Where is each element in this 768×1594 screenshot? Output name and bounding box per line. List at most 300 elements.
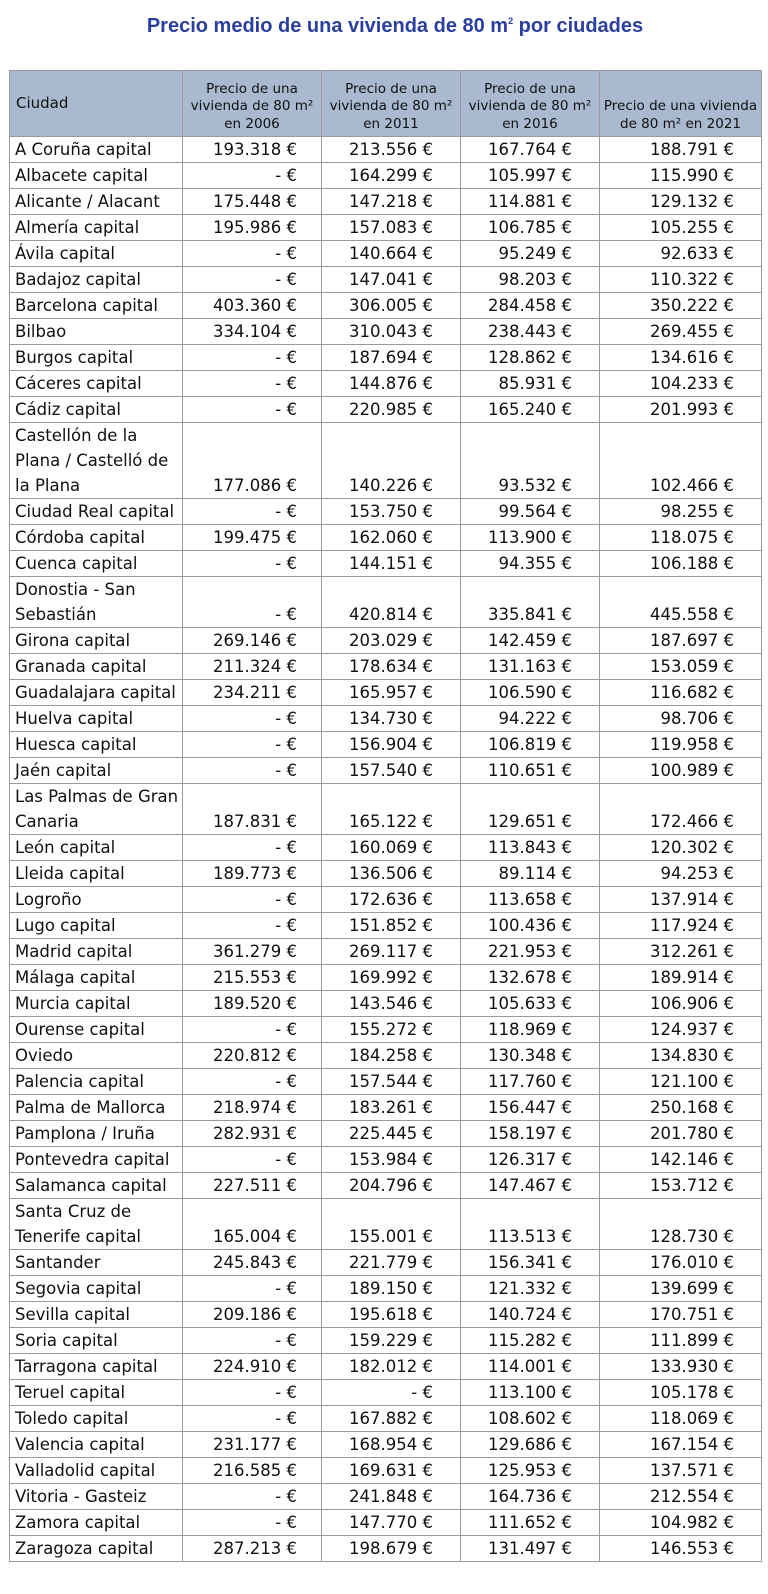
price-2021-cell: 212.554 € xyxy=(600,1484,762,1510)
price-2011-cell: 169.631 € xyxy=(322,1458,461,1484)
table-row xyxy=(10,525,762,551)
price-2006-cell: 209.186 € xyxy=(183,1302,322,1328)
table-row xyxy=(10,758,762,784)
table-row xyxy=(10,835,762,861)
price-2021-cell: 124.937 € xyxy=(600,1017,762,1043)
table-row xyxy=(10,397,762,423)
price-2016-cell: 121.332 € xyxy=(461,1276,600,1302)
city-cell: Madrid capital xyxy=(10,939,183,965)
city-cell: Ciudad Real capital xyxy=(10,499,183,525)
table-row xyxy=(10,577,762,628)
price-2016-cell: 221.953 € xyxy=(461,939,600,965)
price-2016-cell: 129.651 € xyxy=(461,784,600,835)
city-cell: Donostia - San Sebastián xyxy=(10,577,183,628)
city-cell: Lugo capital xyxy=(10,913,183,939)
city-cell: Córdoba capital xyxy=(10,525,183,551)
price-2021-cell: 312.261 € xyxy=(600,939,762,965)
city-cell: Albacete capital xyxy=(10,163,183,189)
price-2011-cell: 204.796 € xyxy=(322,1173,461,1199)
price-2011-cell: 165.122 € xyxy=(322,784,461,835)
price-2016-cell: 106.785 € xyxy=(461,215,600,241)
price-2016-cell: 98.203 € xyxy=(461,267,600,293)
table-row xyxy=(10,1017,762,1043)
table-row xyxy=(10,965,762,991)
price-2011-cell: 164.299 € xyxy=(322,163,461,189)
price-2011-cell: 147.770 € xyxy=(322,1510,461,1536)
price-2006-cell: 287.213 € xyxy=(183,1536,322,1562)
price-2011-cell: 157.083 € xyxy=(322,215,461,241)
price-2021-cell: 104.982 € xyxy=(600,1510,762,1536)
price-2011-cell: 136.506 € xyxy=(322,861,461,887)
price-2016-cell: 100.436 € xyxy=(461,913,600,939)
city-cell: Palencia capital xyxy=(10,1069,183,1095)
price-2011-cell: 182.012 € xyxy=(322,1354,461,1380)
city-cell: Cuenca capital xyxy=(10,551,183,577)
table-row xyxy=(10,1121,762,1147)
price-2016-cell: 113.900 € xyxy=(461,525,600,551)
price-2011-cell: 167.882 € xyxy=(322,1406,461,1432)
price-2016-cell: 106.819 € xyxy=(461,732,600,758)
city-cell: Sevilla capital xyxy=(10,1302,183,1328)
city-cell: Huelva capital xyxy=(10,706,183,732)
city-cell: Barcelona capital xyxy=(10,293,183,319)
price-2016-cell: 156.447 € xyxy=(461,1095,600,1121)
price-2006-cell: 199.475 € xyxy=(183,525,322,551)
price-2021-cell: 134.616 € xyxy=(600,345,762,371)
city-cell: Almería capital xyxy=(10,215,183,241)
price-2011-cell: 172.636 € xyxy=(322,887,461,913)
city-cell: Badajoz capital xyxy=(10,267,183,293)
price-2016-cell: 105.633 € xyxy=(461,991,600,1017)
price-2006-cell: 227.511 € xyxy=(183,1173,322,1199)
price-2016-cell: 117.760 € xyxy=(461,1069,600,1095)
table-row xyxy=(10,706,762,732)
price-2006-cell: 193.318 € xyxy=(183,137,322,163)
table-row xyxy=(10,784,762,835)
price-2011-cell: 151.852 € xyxy=(322,913,461,939)
price-2011-cell: 306.005 € xyxy=(322,293,461,319)
price-2021-cell: 153.059 € xyxy=(600,654,762,680)
price-2011-cell: 241.848 € xyxy=(322,1484,461,1510)
city-cell: Pontevedra capital xyxy=(10,1147,183,1173)
price-2006-cell: 220.812 € xyxy=(183,1043,322,1069)
price-2016-cell: 95.249 € xyxy=(461,241,600,267)
price-2016-cell: 158.197 € xyxy=(461,1121,600,1147)
price-2006-cell: - € xyxy=(183,241,322,267)
price-2011-cell: 221.779 € xyxy=(322,1250,461,1276)
price-2006-cell: 269.146 € xyxy=(183,628,322,654)
price-2006-cell: 175.448 € xyxy=(183,189,322,215)
price-2016-cell: 89.114 € xyxy=(461,861,600,887)
price-2021-cell: 118.075 € xyxy=(600,525,762,551)
price-2011-cell: 143.546 € xyxy=(322,991,461,1017)
price-2011-cell: 187.694 € xyxy=(322,345,461,371)
city-cell: Salamanca capital xyxy=(10,1173,183,1199)
price-2021-cell: 98.706 € xyxy=(600,706,762,732)
price-2006-cell: 187.831 € xyxy=(183,784,322,835)
price-2021-cell: 106.906 € xyxy=(600,991,762,1017)
price-2021-cell: 116.682 € xyxy=(600,680,762,706)
price-2011-cell: 140.664 € xyxy=(322,241,461,267)
header-2016: Precio de una vivienda de 80 m² en 2016 xyxy=(461,71,600,137)
city-cell: Logroño xyxy=(10,887,183,913)
table-row xyxy=(10,189,762,215)
price-2021-cell: 172.466 € xyxy=(600,784,762,835)
table-row xyxy=(10,861,762,887)
table-row xyxy=(10,293,762,319)
city-cell: Jaén capital xyxy=(10,758,183,784)
price-2011-cell: 184.258 € xyxy=(322,1043,461,1069)
price-2006-cell: - € xyxy=(183,1069,322,1095)
price-2021-cell: 201.780 € xyxy=(600,1121,762,1147)
price-2006-cell: - € xyxy=(183,577,322,628)
price-2011-cell: 153.750 € xyxy=(322,499,461,525)
table-row xyxy=(10,137,762,163)
price-2016-cell: 132.678 € xyxy=(461,965,600,991)
price-2011-cell: 168.954 € xyxy=(322,1432,461,1458)
header-2006: Precio de una vivienda de 80 m² en 2006 xyxy=(183,71,322,137)
table-row xyxy=(10,499,762,525)
table-row xyxy=(10,680,762,706)
price-2021-cell: 104.233 € xyxy=(600,371,762,397)
title-text: Precio medio de una vivienda de 80 m xyxy=(146,15,509,37)
table-row xyxy=(10,1458,762,1484)
table-row xyxy=(10,732,762,758)
table-row xyxy=(10,654,762,680)
city-cell: Bilbao xyxy=(10,319,183,345)
price-2016-cell: 108.602 € xyxy=(461,1406,600,1432)
price-2016-cell: 164.736 € xyxy=(461,1484,600,1510)
price-2021-cell: 187.697 € xyxy=(600,628,762,654)
price-2021-cell: 153.712 € xyxy=(600,1173,762,1199)
price-2021-cell: 189.914 € xyxy=(600,965,762,991)
price-2011-cell: 198.679 € xyxy=(322,1536,461,1562)
city-cell: Soria capital xyxy=(10,1328,183,1354)
price-2006-cell: - € xyxy=(183,551,322,577)
price-2016-cell: 94.355 € xyxy=(461,551,600,577)
price-2016-cell: 142.459 € xyxy=(461,628,600,654)
table-row xyxy=(10,1354,762,1380)
price-2011-cell: 269.117 € xyxy=(322,939,461,965)
table-row xyxy=(10,1406,762,1432)
price-2006-cell: 282.931 € xyxy=(183,1121,322,1147)
header-city: Ciudad xyxy=(10,71,183,137)
price-2011-cell: 220.985 € xyxy=(322,397,461,423)
price-2006-cell: - € xyxy=(183,758,322,784)
price-2006-cell: - € xyxy=(183,163,322,189)
city-cell: Málaga capital xyxy=(10,965,183,991)
title-suffix: por ciudades xyxy=(513,15,644,37)
table-row xyxy=(10,1380,762,1406)
table-row xyxy=(10,1069,762,1095)
price-2011-cell: 162.060 € xyxy=(322,525,461,551)
price-2016-cell: 128.862 € xyxy=(461,345,600,371)
price-2006-cell: 177.086 € xyxy=(183,423,322,499)
price-2006-cell: - € xyxy=(183,913,322,939)
price-2016-cell: 113.513 € xyxy=(461,1199,600,1250)
price-2021-cell: 350.222 € xyxy=(600,293,762,319)
price-2021-cell: 102.466 € xyxy=(600,423,762,499)
price-2011-cell: 213.556 € xyxy=(322,137,461,163)
table-row xyxy=(10,991,762,1017)
price-2011-cell: 195.618 € xyxy=(322,1302,461,1328)
price-2011-cell: 225.445 € xyxy=(322,1121,461,1147)
price-2021-cell: 139.699 € xyxy=(600,1276,762,1302)
table-row xyxy=(10,423,762,499)
price-2021-cell: 92.633 € xyxy=(600,241,762,267)
price-2016-cell: 111.652 € xyxy=(461,1510,600,1536)
price-2016-cell: 114.881 € xyxy=(461,189,600,215)
price-2021-cell: 167.154 € xyxy=(600,1432,762,1458)
table-row xyxy=(10,1095,762,1121)
price-2021-cell: 110.322 € xyxy=(600,267,762,293)
price-2011-cell: 144.876 € xyxy=(322,371,461,397)
price-2011-cell: 147.218 € xyxy=(322,189,461,215)
price-2006-cell: - € xyxy=(183,1406,322,1432)
price-2006-cell: - € xyxy=(183,706,322,732)
price-2011-cell: 144.151 € xyxy=(322,551,461,577)
price-2006-cell: - € xyxy=(183,835,322,861)
city-cell: Pamplona / Iruña xyxy=(10,1121,183,1147)
title-superscript: 2 xyxy=(508,16,514,26)
price-2021-cell: 115.990 € xyxy=(600,163,762,189)
table-row xyxy=(10,551,762,577)
table-row xyxy=(10,345,762,371)
city-cell: Burgos capital xyxy=(10,345,183,371)
table-row xyxy=(10,887,762,913)
price-2016-cell: 129.686 € xyxy=(461,1432,600,1458)
price-2016-cell: 93.532 € xyxy=(461,423,600,499)
price-2006-cell: - € xyxy=(183,499,322,525)
price-2021-cell: 105.255 € xyxy=(600,215,762,241)
price-2011-cell: 169.992 € xyxy=(322,965,461,991)
price-2006-cell: 195.986 € xyxy=(183,215,322,241)
table-row xyxy=(10,1536,762,1562)
table-row xyxy=(10,319,762,345)
table-row xyxy=(10,267,762,293)
price-2021-cell: 188.791 € xyxy=(600,137,762,163)
price-2016-cell: 113.843 € xyxy=(461,835,600,861)
price-2021-cell: 128.730 € xyxy=(600,1199,762,1250)
price-2006-cell: 231.177 € xyxy=(183,1432,322,1458)
price-2016-cell: 99.564 € xyxy=(461,499,600,525)
table-row xyxy=(10,1250,762,1276)
price-2006-cell: 216.585 € xyxy=(183,1458,322,1484)
price-2021-cell: 142.146 € xyxy=(600,1147,762,1173)
price-2011-cell: 155.272 € xyxy=(322,1017,461,1043)
price-2011-cell: - € xyxy=(322,1380,461,1406)
price-2016-cell: 335.841 € xyxy=(461,577,600,628)
price-2011-cell: 147.041 € xyxy=(322,267,461,293)
table-row xyxy=(10,1302,762,1328)
price-2021-cell: 118.069 € xyxy=(600,1406,762,1432)
price-2006-cell: - € xyxy=(183,732,322,758)
price-2021-cell: 133.930 € xyxy=(600,1354,762,1380)
city-cell: Teruel capital xyxy=(10,1380,183,1406)
city-cell: Zaragoza capital xyxy=(10,1536,183,1562)
price-2006-cell: 403.360 € xyxy=(183,293,322,319)
city-cell: Segovia capital xyxy=(10,1276,183,1302)
price-2016-cell: 238.443 € xyxy=(461,319,600,345)
price-2021-cell: 445.558 € xyxy=(600,577,762,628)
city-cell: León capital xyxy=(10,835,183,861)
city-cell: Valencia capital xyxy=(10,1432,183,1458)
price-2021-cell: 119.958 € xyxy=(600,732,762,758)
table-row xyxy=(10,1432,762,1458)
price-2021-cell: 121.100 € xyxy=(600,1069,762,1095)
price-2016-cell: 118.969 € xyxy=(461,1017,600,1043)
price-2011-cell: 160.069 € xyxy=(322,835,461,861)
city-cell: Lleida capital xyxy=(10,861,183,887)
city-cell: Tarragona capital xyxy=(10,1354,183,1380)
price-2006-cell: 334.104 € xyxy=(183,319,322,345)
price-2006-cell: - € xyxy=(183,371,322,397)
city-cell: Palma de Mallorca xyxy=(10,1095,183,1121)
price-2006-cell: - € xyxy=(183,345,322,371)
price-2016-cell: 131.163 € xyxy=(461,654,600,680)
price-2006-cell: 234.211 € xyxy=(183,680,322,706)
city-cell: Castellón de la Plana / Castelló de la Plana xyxy=(10,423,183,499)
city-cell: Cáceres capital xyxy=(10,371,183,397)
table-row xyxy=(10,628,762,654)
table-row xyxy=(10,1328,762,1354)
price-2011-cell: 203.029 € xyxy=(322,628,461,654)
price-2011-cell: 310.043 € xyxy=(322,319,461,345)
price-2016-cell: 165.240 € xyxy=(461,397,600,423)
price-2006-cell: 189.520 € xyxy=(183,991,322,1017)
price-2016-cell: 115.282 € xyxy=(461,1328,600,1354)
header-2021: Precio de una vivienda de 80 m² en 2021 xyxy=(600,71,762,137)
table-row xyxy=(10,1147,762,1173)
city-cell: Ourense capital xyxy=(10,1017,183,1043)
price-2006-cell: 189.773 € xyxy=(183,861,322,887)
price-2006-cell: - € xyxy=(183,1380,322,1406)
table-row xyxy=(10,913,762,939)
price-2006-cell: 211.324 € xyxy=(183,654,322,680)
price-2021-cell: 137.914 € xyxy=(600,887,762,913)
price-2016-cell: 113.658 € xyxy=(461,887,600,913)
price-2016-cell: 284.458 € xyxy=(461,293,600,319)
table-row xyxy=(10,1199,762,1250)
table-row xyxy=(10,1510,762,1536)
price-2021-cell: 269.455 € xyxy=(600,319,762,345)
table-row xyxy=(10,1276,762,1302)
price-2006-cell: 361.279 € xyxy=(183,939,322,965)
price-2011-cell: 140.226 € xyxy=(322,423,461,499)
price-2021-cell: 129.132 € xyxy=(600,189,762,215)
price-2011-cell: 165.957 € xyxy=(322,680,461,706)
price-2006-cell: - € xyxy=(183,1328,322,1354)
price-2011-cell: 156.904 € xyxy=(322,732,461,758)
price-table xyxy=(9,70,762,1562)
table-row xyxy=(10,241,762,267)
price-2016-cell: 94.222 € xyxy=(461,706,600,732)
price-2006-cell: 165.004 € xyxy=(183,1199,322,1250)
city-cell: A Coruña capital xyxy=(10,137,183,163)
page-title xyxy=(0,8,768,39)
price-2006-cell: - € xyxy=(183,1510,322,1536)
city-cell: Zamora capital xyxy=(10,1510,183,1536)
table-row xyxy=(10,371,762,397)
table-row xyxy=(10,939,762,965)
city-cell: Granada capital xyxy=(10,654,183,680)
price-2021-cell: 250.168 € xyxy=(600,1095,762,1121)
price-2021-cell: 100.989 € xyxy=(600,758,762,784)
header-row xyxy=(10,71,762,137)
header-2011: Precio de una vivienda de 80 m² en 2011 xyxy=(322,71,461,137)
price-2021-cell: 117.924 € xyxy=(600,913,762,939)
price-2016-cell: 147.467 € xyxy=(461,1173,600,1199)
city-cell: Alicante / Alacant xyxy=(10,189,183,215)
price-2016-cell: 114.001 € xyxy=(461,1354,600,1380)
city-cell: Huesca capital xyxy=(10,732,183,758)
price-2021-cell: 98.255 € xyxy=(600,499,762,525)
table-body xyxy=(10,137,762,1562)
price-2016-cell: 125.953 € xyxy=(461,1458,600,1484)
price-2006-cell: - € xyxy=(183,1276,322,1302)
price-2011-cell: 159.229 € xyxy=(322,1328,461,1354)
table-row xyxy=(10,215,762,241)
price-2011-cell: 157.544 € xyxy=(322,1069,461,1095)
price-2021-cell: 201.993 € xyxy=(600,397,762,423)
price-2011-cell: 183.261 € xyxy=(322,1095,461,1121)
city-cell: Santa Cruz de Tenerife capital xyxy=(10,1199,183,1250)
price-2016-cell: 113.100 € xyxy=(461,1380,600,1406)
price-2021-cell: 137.571 € xyxy=(600,1458,762,1484)
price-2016-cell: 131.497 € xyxy=(461,1536,600,1562)
price-2006-cell: - € xyxy=(183,1147,322,1173)
city-cell: Murcia capital xyxy=(10,991,183,1017)
price-2006-cell: - € xyxy=(183,397,322,423)
price-2021-cell: 105.178 € xyxy=(600,1380,762,1406)
price-2006-cell: 218.974 € xyxy=(183,1095,322,1121)
price-2016-cell: 85.931 € xyxy=(461,371,600,397)
price-2021-cell: 134.830 € xyxy=(600,1043,762,1069)
price-2006-cell: - € xyxy=(183,1017,322,1043)
city-cell: Girona capital xyxy=(10,628,183,654)
city-cell: Toledo capital xyxy=(10,1406,183,1432)
price-2016-cell: 126.317 € xyxy=(461,1147,600,1173)
city-cell: Oviedo xyxy=(10,1043,183,1069)
price-2021-cell: 146.553 € xyxy=(600,1536,762,1562)
price-2021-cell: 176.010 € xyxy=(600,1250,762,1276)
table-row xyxy=(10,1043,762,1069)
table-row xyxy=(10,1484,762,1510)
price-2016-cell: 167.764 € xyxy=(461,137,600,163)
city-cell: Ávila capital xyxy=(10,241,183,267)
table-row xyxy=(10,1173,762,1199)
city-cell: Santander xyxy=(10,1250,183,1276)
price-2011-cell: 189.150 € xyxy=(322,1276,461,1302)
price-2016-cell: 110.651 € xyxy=(461,758,600,784)
price-2006-cell: 245.843 € xyxy=(183,1250,322,1276)
price-2006-cell: 224.910 € xyxy=(183,1354,322,1380)
price-2011-cell: 153.984 € xyxy=(322,1147,461,1173)
price-2016-cell: 106.590 € xyxy=(461,680,600,706)
city-cell: Cádiz capital xyxy=(10,397,183,423)
price-2021-cell: 94.253 € xyxy=(600,861,762,887)
city-cell: Valladolid capital xyxy=(10,1458,183,1484)
price-2021-cell: 120.302 € xyxy=(600,835,762,861)
price-2011-cell: 420.814 € xyxy=(322,577,461,628)
city-cell: Guadalajara capital xyxy=(10,680,183,706)
price-2011-cell: 134.730 € xyxy=(322,706,461,732)
price-2006-cell: 215.553 € xyxy=(183,965,322,991)
price-2011-cell: 155.001 € xyxy=(322,1199,461,1250)
price-2016-cell: 156.341 € xyxy=(461,1250,600,1276)
price-2006-cell: - € xyxy=(183,887,322,913)
price-2016-cell: 140.724 € xyxy=(461,1302,600,1328)
